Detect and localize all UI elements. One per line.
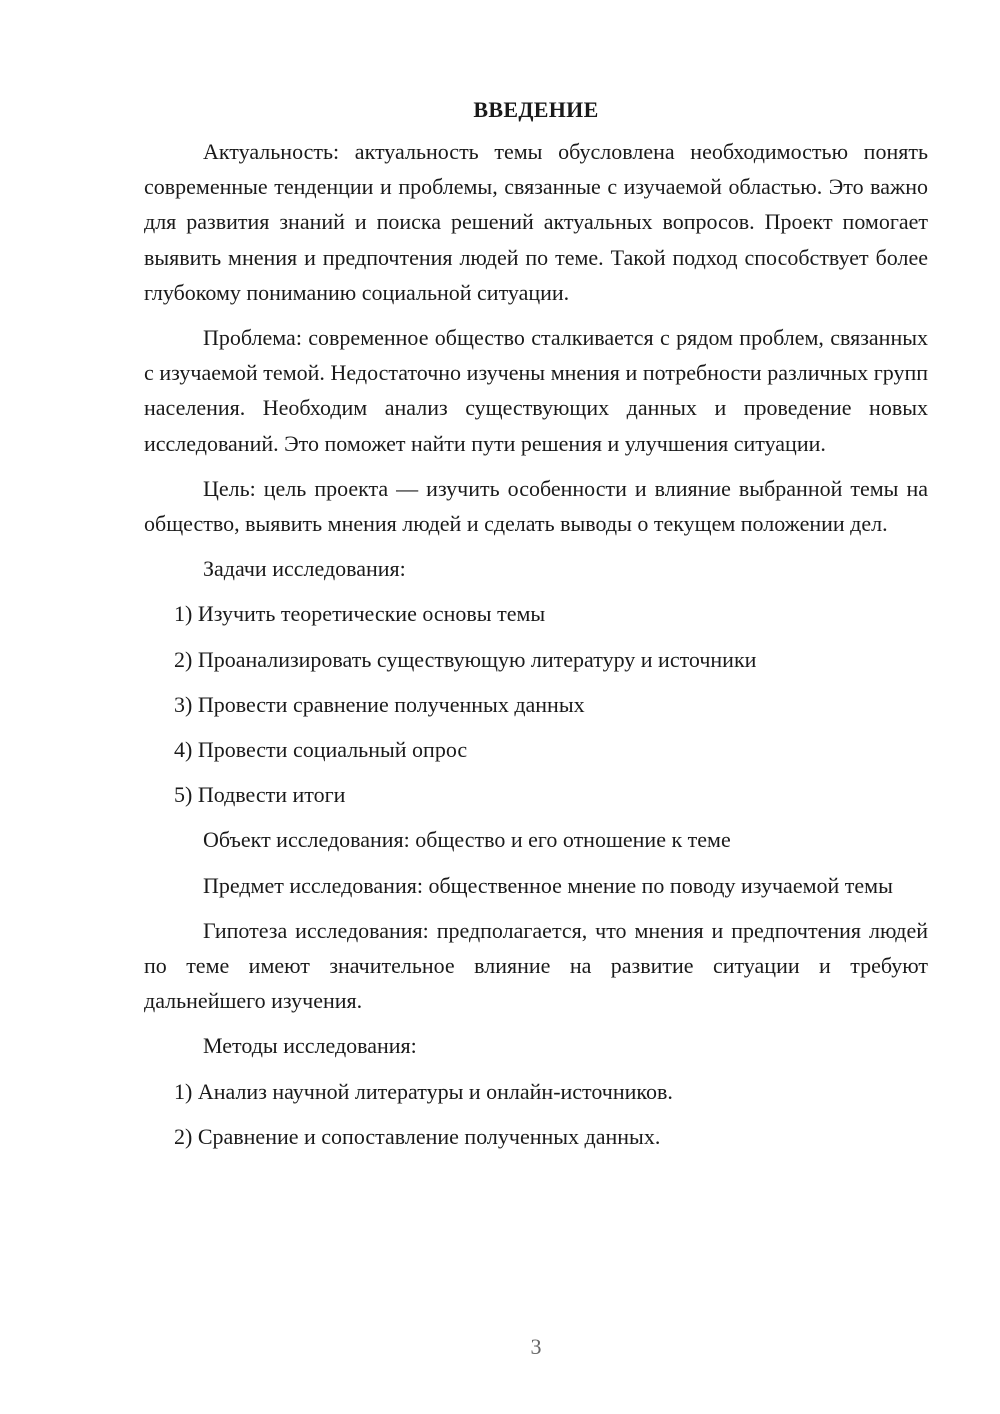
task-item: 1) Изучить теоретические основы темы bbox=[174, 601, 546, 627]
page-title: ВВЕДЕНИЕ bbox=[473, 97, 599, 122]
tasks-heading: Задачи исследования: bbox=[203, 556, 406, 582]
methods-heading: Методы исследования: bbox=[203, 1033, 417, 1059]
goal-paragraph: Цель: цель проекта — изучить особенности и влияние выбранной темы на общество, выявить мнения людей и сделать выводы о текущем положении дел. bbox=[144, 475, 928, 537]
hypothesis-paragraph: Гипотеза исследования: предполагается, что мнения и предпочтения людей по теме имеют значительное влияние на развитие ситуации и требуют дальнейшего изучения. bbox=[144, 917, 928, 1014]
task-item: 2) Проанализировать существующую литературу и источники bbox=[174, 646, 757, 672]
subject-paragraph: Предмет исследования: общественное мнение по поводу изучаемой темы bbox=[203, 872, 893, 898]
page-number: 3 bbox=[530, 1334, 542, 1359]
task-item: 3) Провести сравнение полученных данных bbox=[174, 691, 585, 717]
method-item: 1) Анализ научной литературы и онлайн-источников. bbox=[174, 1078, 673, 1104]
task-item: 4) Провести социальный опрос bbox=[174, 737, 468, 763]
page-content bbox=[144, 92, 928, 1164]
problem-paragraph: Проблема: современное общество сталкивается с рядом проблем, связанных с изучаемой темой. Недостаточно изучены мнения и потребности различных групп населения. Необходим анализ существующих данных и проведение новых исследований. Это поможет найти пути решения и улучшения ситуации. bbox=[144, 325, 928, 456]
object-paragraph: Объект исследования: общество и его отношение к теме bbox=[203, 827, 731, 853]
method-item: 2) Сравнение и сопоставление полученных данных. bbox=[174, 1123, 661, 1149]
relevance-paragraph: Актуальность: актуальность темы обусловлена необходимостью понять современные тенденции и проблемы, связанные с изучаемой областью. Это важно для развития знаний и поиска решений актуальных вопросов. Проект помогает выявить мнения и предпочтения людей по теме. Такой подход способствует более глубокому пониманию социальной ситуации. bbox=[144, 139, 928, 305]
task-item: 5) Подвести итоги bbox=[174, 782, 346, 808]
